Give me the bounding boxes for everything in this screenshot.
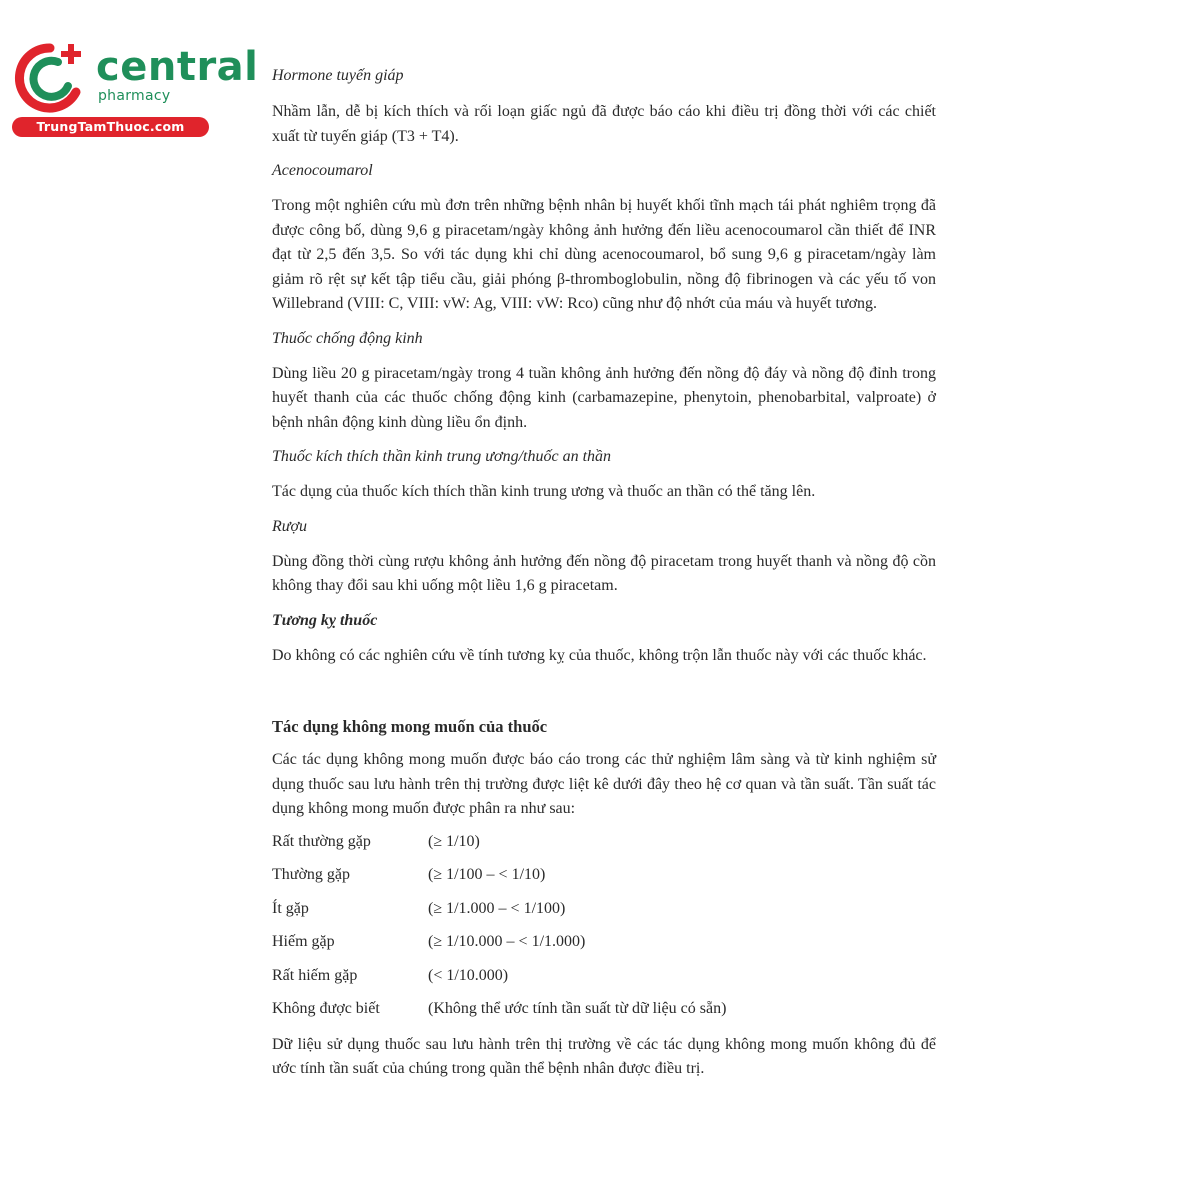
section-heading: Thuốc kích thích thần kinh trung ương/thuốc an thần [272,448,612,465]
section-heading: Thuốc chống động kinh [272,329,423,347]
section-heading: Rượu [272,517,308,535]
section-heading: Acenocoumarol [272,162,373,179]
frequency-row [272,899,936,933]
frequency-row [272,832,936,866]
frequency-label: Rất hiếm gặp [272,966,358,984]
logo-tagline: pharmacy [98,88,171,104]
frequency-row [272,966,936,1000]
section-alcohol [272,517,936,599]
section-text: Dùng liều 20 g piracetam/ngày trong 4 tuần không ảnh hưởng đến nồng độ đáy và nồng độ đỉnh trong huyết thanh của các thuốc chống động kinh (carbamazepine, phenytoin, phenobarbital, valproate) ở bệnh nhân động kinh dùng liều ổn định. [272,364,936,431]
section-text: Dùng đồng thời cùng rượu không ảnh hưởng đến nồng độ piracetam trong huyết thanh và nồng độ cồn không thay đổi sau khi uống một liều 1,6 g piracetam. [272,552,936,594]
frequency-row [272,999,936,1033]
adverse-heading: Tác dụng không mong muốn của thuốc [272,717,548,736]
brand-logo [10,38,259,138]
frequency-label: Ít gặp [272,899,309,917]
section-incompatibility [272,611,936,669]
frequency-label: Không được biết [272,1000,380,1017]
frequency-label: Hiếm gặp [272,933,335,950]
adverse-intro: Các tác dụng không mong muốn được báo cáo trong các thử nghiệm lâm sàng và từ kinh nghiệm sử dụng thuốc sau lưu hành trên thị trường được liệt kê dưới đây theo hệ cơ quan và tần suất. Tần suất tác dụng không mong muốn được phân ra như sau: [272,751,936,817]
section-antiepileptic [272,329,936,436]
section-thyroid [272,66,936,149]
frequency-range: (≥ 1/10) [428,832,480,850]
frequency-range: (≥ 1/100 – < 1/10) [428,866,546,883]
logo-site-banner: TrungTamThuoc.com [12,117,209,137]
frequency-range: (< 1/10.000) [428,966,509,984]
frequency-range: (≥ 1/1.000 – < 1/100) [428,899,566,917]
frequency-row [272,932,936,966]
section-text: Tác dụng của thuốc kích thích thần kinh trung ương và thuốc an thần có thể tăng lên. [272,483,816,500]
section-text: Trong một nghiên cứu mù đơn trên những bệnh nhân bị huyết khối tĩnh mạch tái phát nghiêm trọng đã được công bố, dùng 9,6 g piracetam/ngày không ảnh hưởng đến liều acenocoumarol cần thiết để INR đạt từ 2,5 đến 3,5. So với tác dụng khi chỉ dùng acenocoumarol, bổ sung 9,6 g piracetam/ngày làm giảm rõ rệt sự kết tập tiểu cầu, giải phóng β-thromboglobulin, nồng độ fibrinogen và các yếu tố von Willebrand (VIII: C, VIII: vW: Ag, VIII: vW: Rco) cũng như độ nhớt của máu và huyết tương. [272,197,936,312]
section-text: Nhầm lẫn, dễ bị kích thích và rối loạn giấc ngủ đã được báo cáo khi điều trị đồng thời với các chiết xuất từ tuyến giáp (T3 + T4). [272,103,936,145]
section-text: Do không có các nghiên cứu về tính tương kỵ của thuốc, không trộn lẫn thuốc này với các thuốc khác. [272,646,927,664]
frequency-range: (≥ 1/10.000 – < 1/1.000) [428,933,586,950]
frequency-label: Thường gặp [272,866,351,883]
adverse-outro: Dữ liệu sử dụng thuốc sau lưu hành trên thị trường về các tác dụng không mong muốn không đủ để ước tính tần suất của chúng trong quần thể bệnh nhân được điều trị. [272,1035,936,1077]
central-pharmacy-logo-icon [10,38,90,118]
section-acenocoumarol [272,161,936,317]
logo-wordmark: central [96,44,259,90]
section-adverse-effects [272,716,936,1082]
frequency-row [272,865,936,899]
section-heading: Hormone tuyến giáp [272,67,404,84]
section-heading: Tương kỵ thuốc [272,611,378,629]
document-body [272,66,936,1082]
frequency-label: Rất thường gặp [272,832,371,850]
frequency-range: (Không thể ước tính tần suất từ dữ liệu có sẵn) [428,1000,727,1017]
section-cns-stimulant [272,447,936,505]
frequency-table [272,832,936,1033]
